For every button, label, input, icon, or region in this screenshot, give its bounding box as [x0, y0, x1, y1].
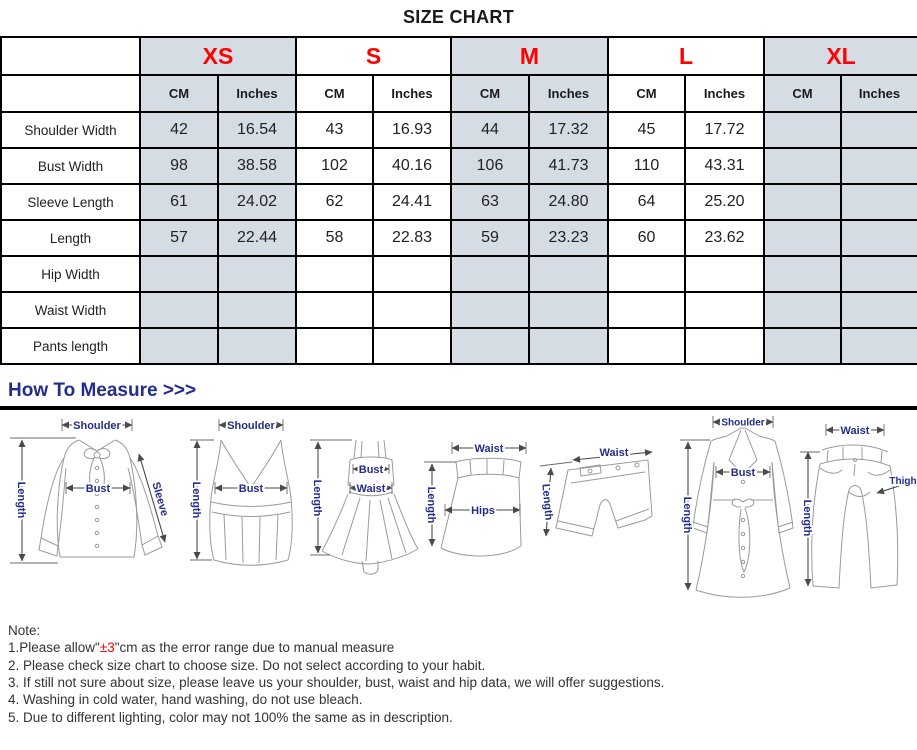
coat-bust-label: Bust: [730, 467, 756, 479]
cell: 63: [451, 184, 529, 220]
cell: [373, 328, 451, 364]
unit-header-cm: CM: [140, 75, 218, 112]
row-label: Shoulder Width: [1, 112, 140, 148]
cell: [451, 328, 529, 364]
unit-header-inches: Inches: [529, 75, 608, 112]
note-1-tolerance: ±3: [99, 640, 115, 656]
notes-heading: Note:: [8, 623, 41, 638]
figure-dress: [310, 440, 418, 574]
note-line-5: 5. Due to different lighting, color may not 100% the same as in description.: [8, 709, 453, 725]
cell: 58: [296, 220, 373, 256]
cell: [685, 256, 764, 292]
cell: [685, 292, 764, 328]
note-line-3: 3. If still not sure about size, please leave us your shoulder, bust, waist and hip data, we will offer suggestions.: [8, 675, 665, 691]
cell: 16.54: [218, 112, 296, 148]
note-line-1: [8, 639, 917, 656]
pants-waist-label: Waist: [840, 425, 870, 437]
cell: 110: [608, 148, 685, 184]
cell: [841, 184, 917, 220]
tank-length-label: Length: [190, 481, 202, 519]
tank-shoulder-label: Shoulder: [227, 420, 275, 432]
table-row-pants-length: [1, 328, 917, 364]
page-title: SIZE CHART: [403, 7, 514, 27]
blouse-sleeve-label: Sleeve: [149, 480, 171, 518]
unit-header-inches: Inches: [218, 75, 296, 112]
cell: [764, 112, 841, 148]
cell: [841, 256, 917, 292]
table-row-waist-width: [1, 292, 917, 328]
cell: [685, 328, 764, 364]
cell: [373, 256, 451, 292]
unit-header-cm: CM: [296, 75, 373, 112]
cell: [296, 256, 373, 292]
cell: 57: [140, 220, 218, 256]
pants-thigh-label: Thigh: [889, 476, 917, 487]
shorts-waist-label: Waist: [599, 447, 629, 459]
skirt-hips-label: Hips: [471, 505, 495, 517]
cell: [608, 328, 685, 364]
cell: 40.16: [373, 148, 451, 184]
cell: [764, 220, 841, 256]
note-1-prefix: 1.Please allow": [8, 640, 100, 656]
row-label: Bust Width: [1, 148, 140, 184]
cell: [218, 256, 296, 292]
blouse-length-label: Length: [15, 481, 27, 519]
row-label: Hip Width: [1, 256, 140, 292]
cell: 24.80: [529, 184, 608, 220]
cell: [529, 256, 608, 292]
cell: 61: [140, 184, 218, 220]
cell: [608, 292, 685, 328]
cell: [764, 292, 841, 328]
cell: [140, 292, 218, 328]
cell: [451, 292, 529, 328]
unit-header-cm: CM: [764, 75, 841, 112]
unit-header-inches: Inches: [685, 75, 764, 112]
cell: [764, 328, 841, 364]
corner-cell-2: [1, 75, 140, 112]
pants-length-label: Length: [801, 499, 813, 537]
note-line-2: 2. Please check size chart to choose size. Do not select according to your habit.: [8, 657, 486, 673]
size-chart-table: [0, 36, 917, 365]
cell: [764, 148, 841, 184]
cell: [841, 148, 917, 184]
cell: [529, 328, 608, 364]
cell: 24.41: [373, 184, 451, 220]
cell: 59: [451, 220, 529, 256]
dress-bust-label: Bust: [358, 464, 384, 476]
cell: 43.31: [685, 148, 764, 184]
unit-header-row: [1, 75, 917, 112]
cell: [373, 292, 451, 328]
cell: [841, 328, 917, 364]
cell: 41.73: [529, 148, 608, 184]
figure-blouse: [10, 419, 170, 563]
cell: 45: [608, 112, 685, 148]
size-header-xl: XL: [764, 37, 917, 75]
cell: [764, 256, 841, 292]
skirt-waist-label: Waist: [474, 443, 504, 455]
cell: [841, 292, 917, 328]
figure-tank-top: [190, 419, 292, 565]
cell: [841, 220, 917, 256]
figure-skirt: [424, 442, 526, 556]
cell: 98: [140, 148, 218, 184]
dress-waist-label: Waist: [356, 483, 386, 495]
corner-cell: [1, 37, 140, 75]
cell: [764, 184, 841, 220]
row-label: Waist Width: [1, 292, 140, 328]
cell: 22.44: [218, 220, 296, 256]
size-header-row: [1, 37, 917, 75]
dress-length-label: Length: [311, 479, 323, 517]
measure-diagrams: [0, 410, 917, 615]
cell: [140, 256, 218, 292]
table-row-sleeve-length: [1, 184, 917, 220]
row-label: Length: [1, 220, 140, 256]
size-header-xs: XS: [140, 37, 296, 75]
blouse-bust-label: Bust: [85, 483, 111, 495]
cell: 102: [296, 148, 373, 184]
size-header-l: L: [608, 37, 764, 75]
table-row-length: [1, 220, 917, 256]
cell: 23.62: [685, 220, 764, 256]
unit-header-cm: CM: [451, 75, 529, 112]
cell: 43: [296, 112, 373, 148]
coat-length-label: Length: [681, 496, 693, 534]
cell: 42: [140, 112, 218, 148]
cell: [218, 328, 296, 364]
figure-coat: [680, 416, 793, 597]
row-label: Pants length: [1, 328, 140, 364]
cell: 44: [451, 112, 529, 148]
note-1-suffix: "cm as the error range due to manual measure: [114, 640, 395, 656]
how-to-measure-heading: How To Measure >>>: [8, 380, 197, 401]
cell: 17.72: [685, 112, 764, 148]
figure-pants: [800, 424, 917, 588]
notes-section: [8, 622, 917, 726]
cell: [296, 328, 373, 364]
cell: [451, 256, 529, 292]
tank-bust-label: Bust: [238, 483, 264, 495]
cell: [529, 292, 608, 328]
figure-shorts: [539, 447, 652, 536]
size-header-m: M: [451, 37, 608, 75]
skirt-length-label: Length: [425, 486, 437, 524]
table-row-bust-width: [1, 148, 917, 184]
shorts-length-label: Length: [539, 483, 555, 521]
cell: 17.32: [529, 112, 608, 148]
cell: 16.93: [373, 112, 451, 148]
cell: 38.58: [218, 148, 296, 184]
note-line-4: 4. Washing in cold water, hand washing, do not use bleach.: [8, 692, 363, 708]
cell: [841, 112, 917, 148]
blouse-shoulder-label: Shoulder: [73, 420, 121, 432]
cell: 23.23: [529, 220, 608, 256]
cell: 22.83: [373, 220, 451, 256]
unit-header-cm: CM: [608, 75, 685, 112]
row-label: Sleeve Length: [1, 184, 140, 220]
table-row-hip-width: [1, 256, 917, 292]
cell: 64: [608, 184, 685, 220]
coat-shoulder-label: Shoulder: [721, 417, 765, 429]
cell: [218, 292, 296, 328]
cell: 106: [451, 148, 529, 184]
cell: 25.20: [685, 184, 764, 220]
cell: [140, 328, 218, 364]
cell: 62: [296, 184, 373, 220]
unit-header-inches: Inches: [373, 75, 451, 112]
cell: 24.02: [218, 184, 296, 220]
unit-header-inches: Inches: [841, 75, 917, 112]
size-header-s: S: [296, 37, 451, 75]
cell: [296, 292, 373, 328]
cell: [608, 256, 685, 292]
cell: 60: [608, 220, 685, 256]
table-row-shoulder-width: [1, 112, 917, 148]
